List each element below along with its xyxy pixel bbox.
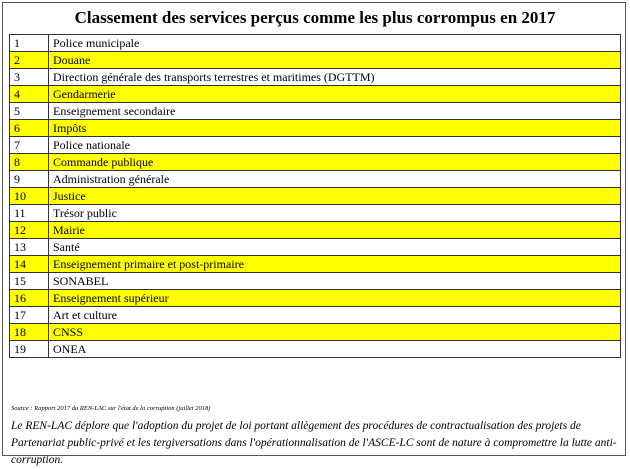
service-cell: Impôts xyxy=(49,120,621,137)
table-row xyxy=(10,222,621,239)
table-row xyxy=(10,137,621,154)
table-row xyxy=(10,290,621,307)
table-row xyxy=(10,120,621,137)
table-row xyxy=(10,256,621,273)
table-row xyxy=(10,239,621,256)
ranking-table xyxy=(9,34,621,358)
service-cell: Art et culture xyxy=(49,307,621,324)
rank-cell: 1 xyxy=(10,35,49,52)
table-title: Classement des services perçus comme les plus corrompus en 2017 xyxy=(74,8,556,27)
service-cell: Justice xyxy=(49,188,621,205)
service-cell: Commande publique xyxy=(49,154,621,171)
document-frame xyxy=(2,2,626,466)
table-row xyxy=(10,188,621,205)
rank-cell: 10 xyxy=(10,188,49,205)
service-cell: Trésor public xyxy=(49,205,621,222)
rank-cell: 14 xyxy=(10,256,49,273)
table-row xyxy=(10,35,621,52)
rank-cell: 13 xyxy=(10,239,49,256)
service-cell: Police municipale xyxy=(49,35,621,52)
source-note: Source : Rapport 2017 du REN-LAC sur l'état de la corruption (juillet 2018) xyxy=(11,405,211,412)
rank-cell: 4 xyxy=(10,86,49,103)
table-row xyxy=(10,52,621,69)
rank-cell: 6 xyxy=(10,120,49,137)
rank-cell: 2 xyxy=(10,52,49,69)
table-row xyxy=(10,324,621,341)
service-cell: Police nationale xyxy=(49,137,621,154)
service-cell: Douane xyxy=(49,52,621,69)
service-cell: Mairie xyxy=(49,222,621,239)
service-cell: ONEA xyxy=(49,341,621,358)
rank-cell: 9 xyxy=(10,171,49,188)
ranking-table-body xyxy=(10,35,621,358)
table-row xyxy=(10,307,621,324)
rank-cell: 19 xyxy=(10,341,49,358)
table-row xyxy=(10,273,621,290)
service-cell: Direction générale des transports terrestres et maritimes (DGTTM) xyxy=(49,69,621,86)
rank-cell: 18 xyxy=(10,324,49,341)
service-cell: Enseignement secondaire xyxy=(49,103,621,120)
table-row xyxy=(10,154,621,171)
rank-cell: 7 xyxy=(10,137,49,154)
service-cell: CNSS xyxy=(49,324,621,341)
service-cell: Enseignement primaire et post-primaire xyxy=(49,256,621,273)
rank-cell: 15 xyxy=(10,273,49,290)
table-row xyxy=(10,86,621,103)
service-cell: Santé xyxy=(49,239,621,256)
table-row xyxy=(10,103,621,120)
rank-cell: 8 xyxy=(10,154,49,171)
rank-cell: 5 xyxy=(10,103,49,120)
service-cell: Gendarmerie xyxy=(49,86,621,103)
rank-cell: 16 xyxy=(10,290,49,307)
table-row xyxy=(10,171,621,188)
rank-cell: 11 xyxy=(10,205,49,222)
service-cell: SONABEL xyxy=(49,273,621,290)
table-row xyxy=(10,341,621,358)
table-row xyxy=(10,69,621,86)
rank-cell: 3 xyxy=(10,69,49,86)
table-row xyxy=(10,205,621,222)
service-cell: Enseignement supérieur xyxy=(49,290,621,307)
rank-cell: 12 xyxy=(10,222,49,239)
rank-cell: 17 xyxy=(10,307,49,324)
commentary-note: Le REN-LAC déplore que l'adoption du projet de loi portant allègement des procédures de contractualisation des projets de Partenariat public-privé et les tergiversations dans l'opérationnalisation de l'ASCE-LC sont de nature à compromettre la lutte anti-corruption. xyxy=(11,420,617,466)
service-cell: Administration générale xyxy=(49,171,621,188)
